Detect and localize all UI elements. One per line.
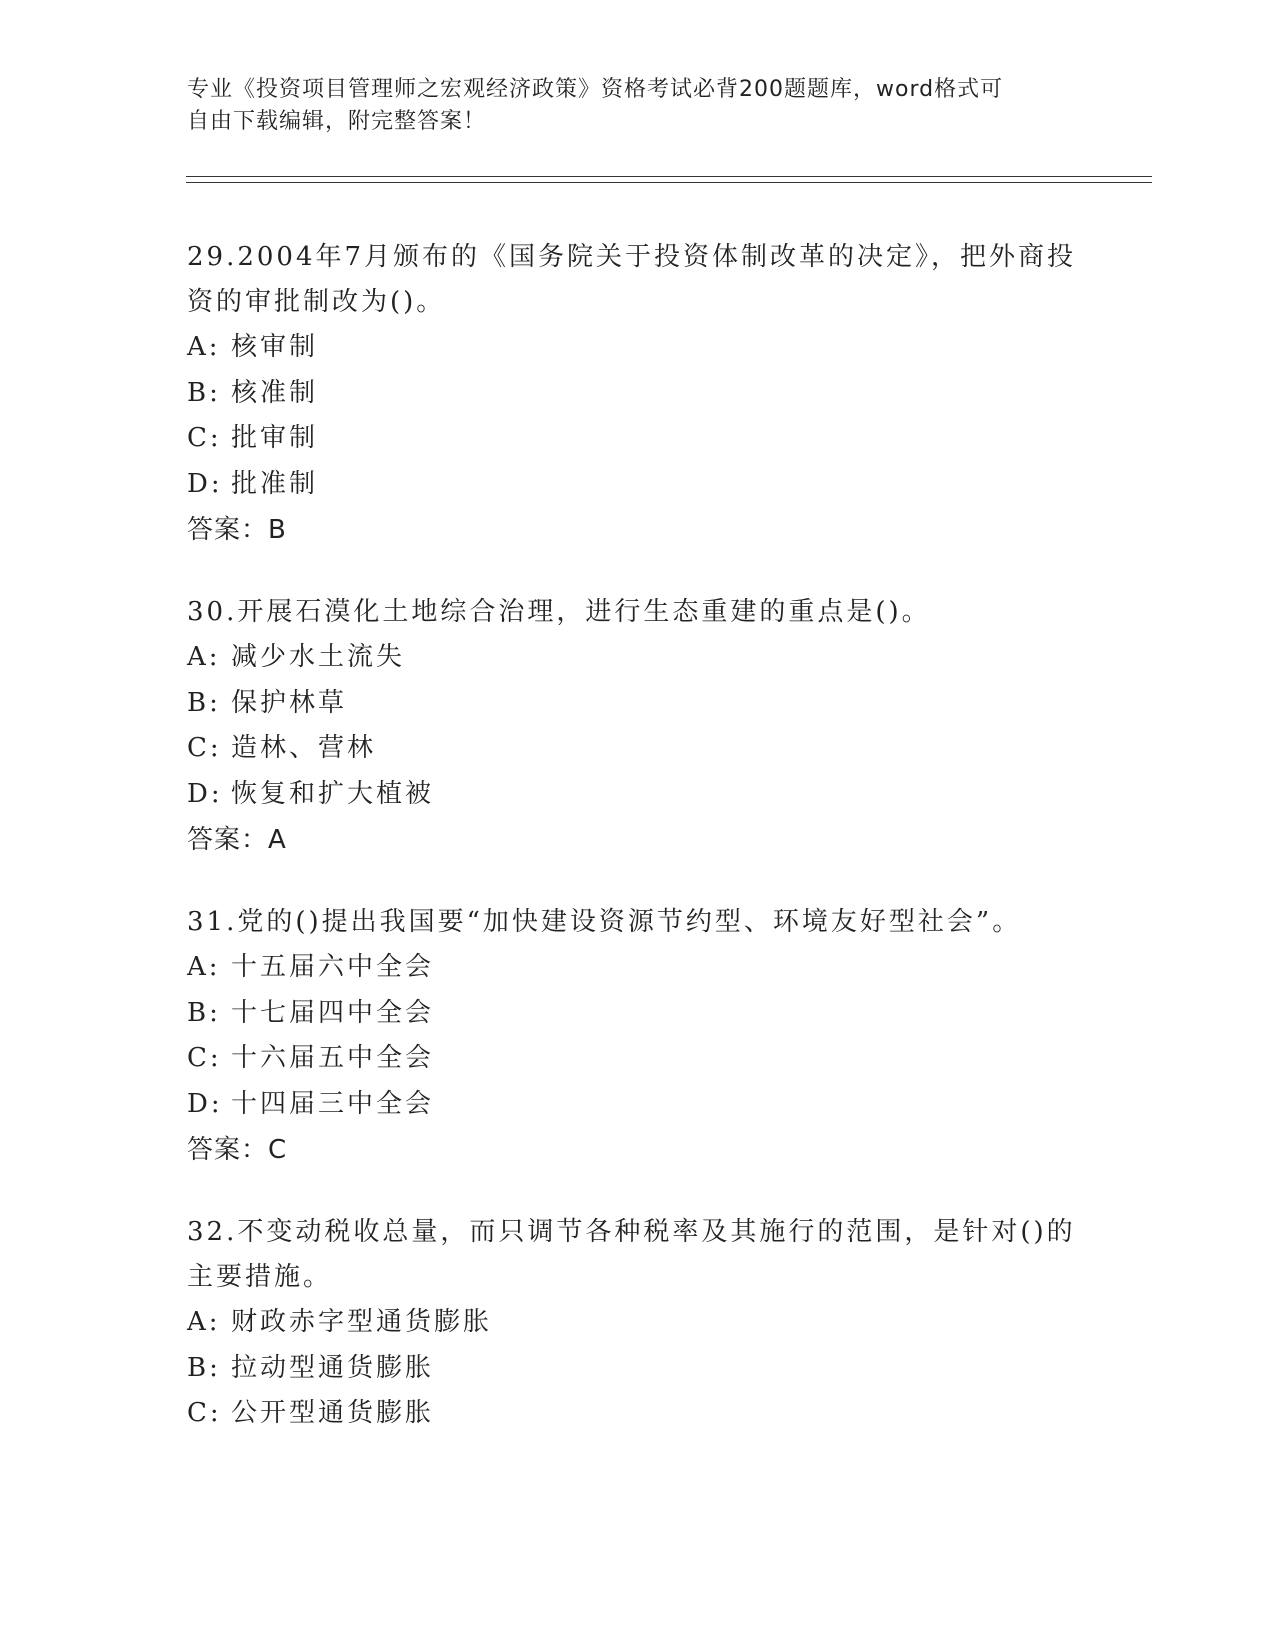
option-letter: A: — [187, 332, 221, 362]
question-stem-line-1: 31.党的()提出我国要“加快建设资源节约型、环境友好型社会”。 — [187, 907, 1022, 937]
option-text: 公开型通货膨胀 — [231, 1398, 435, 1428]
header-divider-top — [186, 176, 1152, 177]
question-stem-line-1: 32.不变动税收总量，而只调节各种税率及其施行的范围，是针对()的 — [187, 1217, 1076, 1247]
option-c — [187, 726, 1087, 772]
option-b — [187, 991, 1087, 1037]
option-text: 批审制 — [231, 423, 319, 453]
option-text: 十五届六中全会 — [231, 952, 435, 982]
question-29 — [187, 235, 1087, 553]
answer-line: 答案：B — [187, 515, 287, 545]
option-c — [187, 1391, 1087, 1437]
question-stem-line-1: 30.开展石漠化土地综合治理，进行生态重建的重点是()。 — [187, 597, 931, 627]
option-a — [187, 945, 1087, 991]
option-letter: B: — [187, 997, 221, 1028]
option-text: 核审制 — [231, 332, 319, 362]
option-text: 造林、营林 — [231, 733, 377, 763]
header-line-2: 自由下载编辑，附完整答案！ — [187, 109, 487, 134]
option-text: 批准制 — [231, 468, 319, 499]
option-text: 保护林草 — [231, 687, 348, 718]
option-text: 拉动型通货膨胀 — [231, 1352, 435, 1383]
option-d — [187, 1082, 1087, 1128]
option-b — [187, 371, 1087, 417]
question-stem — [187, 590, 1087, 635]
option-text: 减少水土流失 — [231, 642, 406, 672]
question-stem-line-2: 主要措施。 — [187, 1262, 333, 1292]
option-text: 十六届五中全会 — [231, 1043, 435, 1073]
question-stem-line-2: 资的审批制改为()。 — [187, 287, 446, 317]
option-letter: C: — [187, 733, 222, 763]
document-header — [187, 74, 1067, 138]
option-letter: C: — [187, 423, 222, 453]
option-b — [187, 1346, 1087, 1392]
question-list — [187, 235, 1087, 1474]
option-c — [187, 416, 1087, 462]
option-text: 十七届四中全会 — [231, 997, 435, 1028]
question-30 — [187, 590, 1087, 863]
header-divider-bottom — [186, 182, 1152, 183]
option-letter: C: — [187, 1043, 222, 1073]
question-stem — [187, 235, 1087, 325]
option-letter: D: — [187, 1088, 223, 1119]
option-d — [187, 462, 1087, 508]
option-b — [187, 681, 1087, 727]
option-a — [187, 325, 1087, 371]
option-text: 核准制 — [231, 377, 319, 408]
question-stem-line-1: 29.2004年7月颁布的《国务院关于投资体制改革的决定》，把外商投 — [187, 242, 1077, 272]
option-a — [187, 1300, 1087, 1346]
option-text: 财政赤字型通货膨胀 — [231, 1307, 493, 1337]
option-letter: A: — [187, 952, 221, 982]
option-text: 十四届三中全会 — [231, 1088, 435, 1119]
option-letter: D: — [187, 468, 223, 499]
option-c — [187, 1036, 1087, 1082]
option-letter: B: — [187, 687, 221, 718]
option-d — [187, 772, 1087, 818]
option-text: 恢复和扩大植被 — [231, 778, 435, 809]
question-32 — [187, 1210, 1087, 1437]
answer-line: 答案：A — [187, 825, 287, 855]
option-letter: A: — [187, 642, 221, 672]
option-letter: B: — [187, 1352, 221, 1383]
option-letter: C: — [187, 1398, 222, 1428]
option-a — [187, 635, 1087, 681]
header-line-1: 专业《投资项目管理师之宏观经济政策》资格考试必背200题题库，word格式可 — [187, 77, 1004, 102]
question-stem — [187, 900, 1087, 945]
option-letter: B: — [187, 377, 221, 408]
option-letter: D: — [187, 778, 223, 809]
question-31 — [187, 900, 1087, 1173]
question-stem — [187, 1210, 1087, 1300]
answer-line: 答案：C — [187, 1135, 288, 1165]
option-letter: A: — [187, 1307, 221, 1337]
